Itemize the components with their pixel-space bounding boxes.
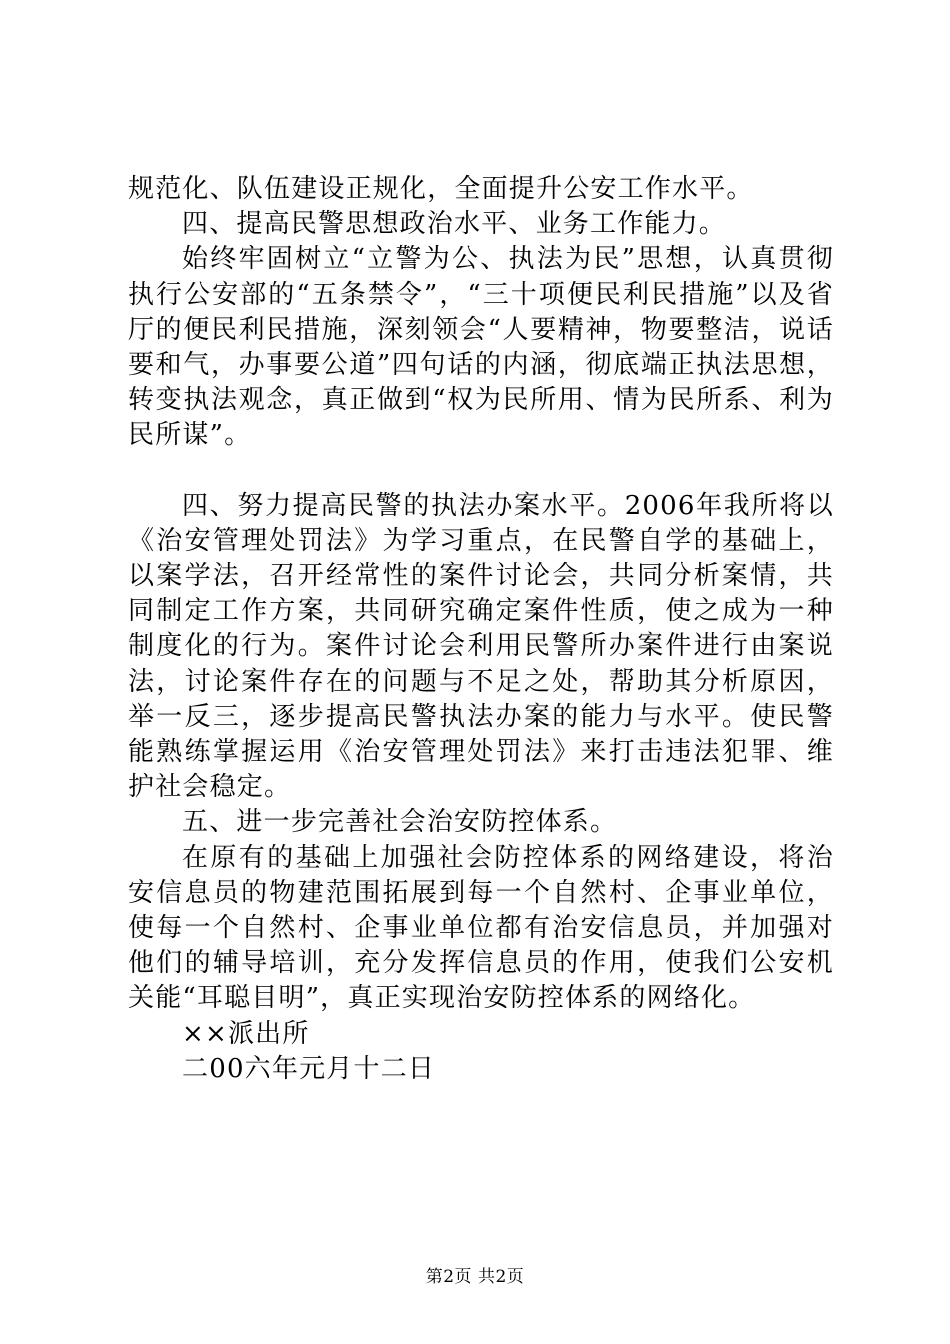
paragraph-thought: 始终牢固树立“立警为公、执法为民”思想，认真贯彻执行公安部的“五条禁令”，“三十项便民利民措施”以及省厅的便民利民措施，深刻领会“人要精神，物要整洁，说话要和气，办事要公道”四句话的内涵，彻底端正执法思想，转变执法观念，真正做到“权为民所用、情为民所系、利为民所谋”。 [128, 244, 834, 451]
paragraph-continuation: 规范化、队伍建设正规化，全面提升公安工作水平。 [128, 174, 754, 204]
signature-organization: ××派出所 [182, 1018, 310, 1049]
paragraph-prevention: 在原有的基础上加强社会防控体系的网络建设，将治安信息员的物建范围拓展到每一个自然村、企事业单位，使每一个自然村、企事业单位都有治安信息员，并加强对他们的辅导培训，充分发挥信息员的作用，使我们公安机关能“耳聪目明”，真正实现治安防控体系的网络化。 [128, 842, 834, 1014]
section-heading-prevention: 五、进一步完善社会治安防控体系。 [182, 807, 618, 838]
paragraph-gap [128, 454, 834, 489]
document-body [128, 172, 834, 1087]
paragraph-law-enforcement: 四、努力提高民警的执法办案水平。2006年我所将以《治安管理处罚法》为学习重点，在民警自学的基础上，以案学法，召开经常性的案件讨论会，共同分析案情，共同制定工作方案，共同研究确定案件性质，使之成为一种制度化的行为。案件讨论会利用民警所办案件进行由案说法，讨论案件存在的问题与不足之处，帮助其分析原因，举一反三，逐步提高民警执法办案的能力与水平。使民警能熟练掌握运用《治安管理处罚法》来打击违法犯罪、维护社会稳定。 [128, 490, 834, 803]
page-number-footer: 第2页 共2页 [425, 1267, 525, 1287]
section-heading-thought: 四、提高民警思想政治水平、业务工作能力。 [182, 209, 727, 240]
signature-date: 二00六年元月十二日 [182, 1053, 436, 1084]
